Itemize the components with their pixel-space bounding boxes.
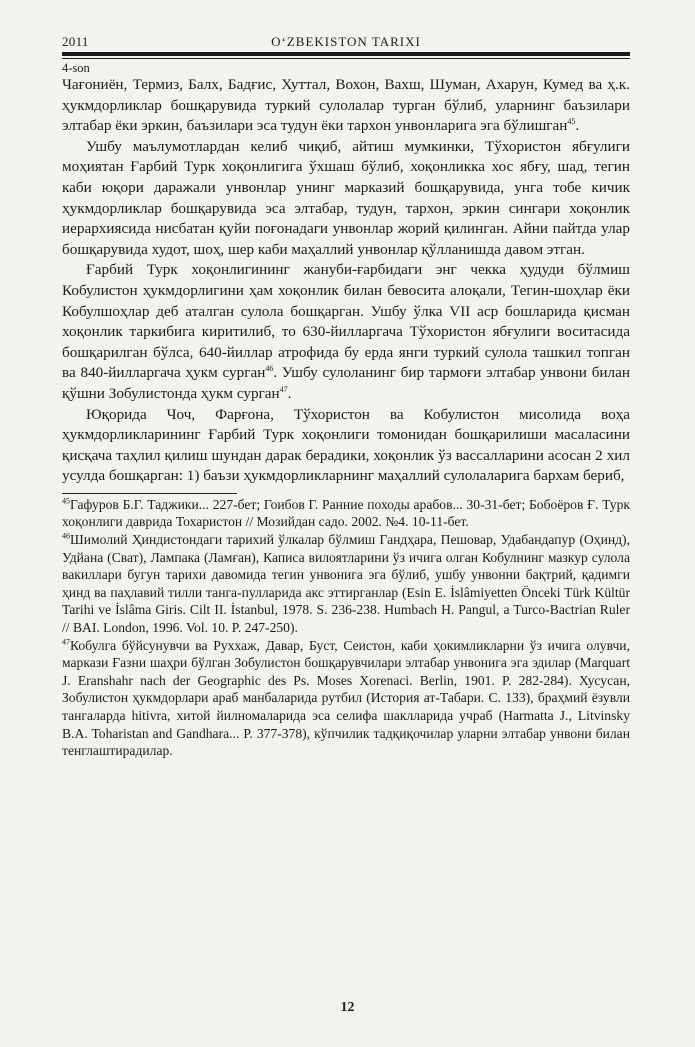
footnote-ref-45: 45 [567,117,576,127]
page-number: 12 [340,1000,355,1015]
article-body [62,75,630,487]
header-rule [62,52,630,59]
footnote-46-text: Шимолий Ҳиндистондаги тарихий ўлкалар бўлмиш Гандҳара, Пешовар, Удабандапур (Оҳинд), Удйана (Сват), Лампака (Ламған), Каписа вилоятларини ўз ичига олган Кобулнинг мазкур сулола вакиллари бугун тарихи давомида тегин унвонига эга бўлиб, ушбу унвонни бақтрий, қадимги ҳинд ва паҳлавий тилли танга-пулларида акс эттирганлар (Esin E. İslâmiyetten Önceki Türk Kültür Tarihi ve İslâma Giris. Cilt II. İstanbul, 1978. S. 236-238. Humbach H. Pangul, a Turco-Bactrian Ruler // BAI. London, 1996. Vol. 10. P. 247-250). [62,532,630,636]
footnote-marker-45: 45 [62,496,70,506]
footnote-47 [62,637,630,760]
paragraph-1: Чағониён, Термиз, Балх, Бадғис, Хуттал, Вохон, Вахш, Шуман, Ахарун, Кумед ва ҳ.к. ҳукмдорликлар бошқарувида туркий сулолалар турган бўлиб, уларнинг баъзилари элтабар ёки эркин, баъзилари эса тудун ёки тархон унвонларига эга бўлишган$^{45}$. [62,76,630,135]
footnote-ref-47: 47 [279,384,288,394]
paragraph-1-text: Чағониён, Термиз, Балх, Бадғис, Хуттал, Вохон, Вахш, Шуман, Ахарун, Кумед ва ҳ.к. ҳукмдорликлар бошқарувида туркий сулолалар турган бўлиб, уларнинг баъзилари элтабар ёки эркин, баъзилари эса тудун ёки тархон унвонларига эга бўлишган [62,76,630,135]
paragraph-3-text: Ғарбий Турк хоқонлигининг жануби-ғарбидаги энг чекка ҳудуди бўлмиш Кобулистон ҳукмдорлигини ҳам хоқонлик билан бевосита алоқали, Тегин-шоҳлар ёки Кобулшоҳлар деб аталган сулола бошқарган. Ушбу ўлка VII аср бошларида қисман хоқонлик таркибига киритилиб, то 630-йилларгача Тўхористон ябғулиги воситасида бошқарилган бўлса, 640-йиллар атрофида бу ерда янги туркий сулола ташкил топган ва 840-йилларгача ҳукм сурган [62,261,630,382]
paragraph-3-tail: . Ушбу сулоланинг бир тармоғи элтабар унвони билан қўшни Зобулистонда ҳукм сурган [62,364,630,402]
footnote-ref-46: 46 [265,364,274,374]
page [62,28,630,760]
footnote-47-text: Кобулга бўйсунувчи ва Руххаж, Давар, Буст, Сеистон, каби ҳокимликларни ўз ичига олувчи, маркази Ғазни шаҳри бўлган Зобулистон бошқарувчилари элтабар унвонига эга эдилар (Marquart J. Eranshahr nach der Geographic des Ps. Moses Xorenaci. Berlin, 1901. P. 282-284). Хусусан, Зобулистон ҳукмдорлари араб манбаларида рутбил (История ат-Табари. С. 133), браҳмий ёзувли тангаларда hitivra, хитой йилномаларида эса селифа шаклларида учраб (Harmatta J., Litvinsky B.A. Toharistan and Gandhara... P. 377-378), кўпчилик тадқиқочилар уларни элтабар унвони билан тенглаштирадилар. [62,637,630,759]
issue-number: 4-son [62,61,90,75]
footnote-marker-47: 47 [62,637,70,647]
footnote-separator [62,493,237,494]
paragraph-3: Ғарбий Турк хоқонлигининг жануби-ғарбидаги энг чекка ҳудуди бўлмиш Кобулистон ҳукмдорлигини ҳам хоқонлик билан бевосита алоқали, Тегин-шоҳлар ёки Кобулшоҳлар деб аталган сулола бошқарган. Ушбу ўлка VII аср бошларида қисман хоқонлик таркибига киритилиб, то 630-йилларгача Тўхористон ябғулиги воситасида бошқарилган бўлса, 640-йиллар атрофида бу ерда янги туркий сулола ташкил топган ва 840-йилларгача ҳукм сурган$^{46}$. Ушбу сулоланинг бир тармоғи элтабар унвони билан қўшни Зобулистонда ҳукм сурган$^{47}$. [62,261,630,402]
running-header [62,28,630,52]
footnotes [62,496,630,760]
header-year: 2011 [62,34,89,49]
paragraph-4: Юқорида Чоч, Фарғона, Тўхористон ва Кобулистон мисолида воҳа ҳукмдорликларининг Ғарбий Турк хоқонлиги томонидан бошқарилиши масаласини қисқача таҳлил қилиш шундан дарак берадики, хоқонлик ўз вассалларини асосан 2 хил усулда бошқарган: 1) баъзи ҳукмдорликларнинг маҳаллий сулолаларига бархам бериб, [62,405,630,485]
footnote-46 [62,531,630,637]
paragraph-2: Ушбу маълумотлардан келиб чиқиб, айтиш мумкинки, Тўхористон ябғулиги моҳиятан Ғарбий Турк хоқонлигига ўхшаш бўлиб, хоқонликка хос ябғу, шад, тегин каби юқори даражали унвонлар унинг марказий бошқарувида, унга тобе кичик ҳукмдорликлар бошқарувида эса элтабар, тудун, тархон, эркин сингари хоқонлик иерархиясида нисбатан қуйи поғонадаги унвонлар жорий қилинган. Айни пайтда улар бошқарувида худот, шоҳ, шер каби маҳаллий унвонлар қўлланишда давом этган. [62,137,630,258]
header-journal-title: O‘ZBEKISTON TARIXI [271,34,421,49]
footnote-45-text: Гафуров Б.Г. Таджики... 227-бет; Гоибов Г. Ранние походы арабов... 30-31-бет; Бобоёров Ғ. Турк хоқонлиги даврида Тохаристон // Мозийдан садо. 2002. №4. 10-11-бет. [62,496,630,530]
footnote-45 [62,496,630,531]
footnote-marker-46: 46 [62,531,70,541]
